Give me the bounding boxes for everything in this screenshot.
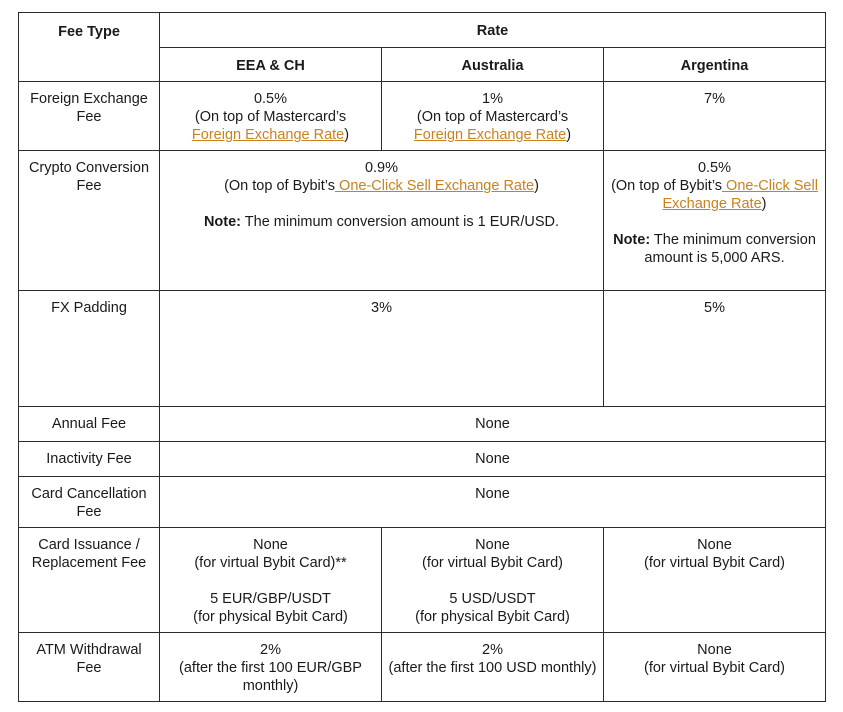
fx-fee-eea-suffix: ) bbox=[344, 127, 350, 143]
header-region-australia: Australia bbox=[382, 48, 604, 82]
card-issuance-arg-line2: (for virtual Bybit Card) bbox=[643, 555, 785, 571]
header-rate: Rate bbox=[160, 13, 826, 48]
cell-atm-withdrawal-argentina bbox=[604, 633, 826, 702]
atm-withdrawal-arg-line2: (for virtual Bybit Card) bbox=[643, 660, 785, 676]
cell-fx-padding-argentina: 5% bbox=[604, 291, 826, 407]
bybit-one-click-sell-rate-link-arg[interactable]: One-Click Sell Exchange Rate bbox=[662, 178, 818, 212]
fx-fee-eea-value: 0.5% bbox=[253, 91, 288, 107]
header-fee-type: Fee Type bbox=[19, 13, 160, 82]
crypto-fee-eea-aus-note-label: Note: bbox=[203, 214, 241, 230]
fx-fee-aus-value: 1% bbox=[482, 91, 503, 107]
cell-fx-fee-eea bbox=[160, 82, 382, 151]
table-row-fx-padding bbox=[19, 291, 826, 407]
cell-atm-withdrawal-eea bbox=[160, 633, 382, 702]
cell-crypto-fee-argentina bbox=[604, 151, 826, 291]
fx-fee-arg-value: 7% bbox=[704, 91, 725, 107]
mastercard-fx-rate-link-aus[interactable]: Foreign Exchange Rate bbox=[413, 127, 567, 143]
header-region-eea: EEA & CH bbox=[160, 48, 382, 82]
cell-fx-padding-eea-aus: 3% bbox=[160, 291, 604, 407]
row-label-card-cancellation: Card Cancellation Fee bbox=[19, 477, 160, 528]
fx-fee-eea-prefix: (On top of Mastercard’s bbox=[194, 109, 347, 125]
cell-card-issuance-eea bbox=[160, 528, 382, 633]
card-issuance-aus-line2: (for virtual Bybit Card) bbox=[421, 555, 563, 571]
table-row-card-issuance bbox=[19, 528, 826, 633]
crypto-fee-eea-aus-note-text: The minimum conversion amount is 1 EUR/USD. bbox=[241, 214, 560, 230]
crypto-fee-eea-aus-prefix: (On top of Bybit’s bbox=[224, 178, 336, 194]
atm-withdrawal-eea-line2: (after the first 100 EUR/GBP monthly) bbox=[179, 660, 362, 694]
row-label-atm-withdrawal: ATM Withdrawal Fee bbox=[19, 633, 160, 702]
crypto-fee-arg-value: 0.5% bbox=[697, 160, 732, 176]
card-issuance-aus-line1: None bbox=[475, 537, 510, 553]
cell-fx-fee-argentina bbox=[604, 82, 826, 151]
bybit-one-click-sell-rate-link[interactable]: One-Click Sell Exchange Rate bbox=[335, 178, 535, 194]
card-issuance-aus-line3: 5 USD/USDT bbox=[449, 591, 536, 607]
table-row-fx-fee bbox=[19, 82, 826, 151]
cell-card-cancellation-all: None bbox=[160, 477, 826, 528]
row-label-fx-padding: FX Padding bbox=[19, 291, 160, 407]
fx-fee-aus-prefix: (On top of Mastercard’s bbox=[416, 109, 569, 125]
table-row-crypto-fee bbox=[19, 151, 826, 291]
row-label-inactivity-fee: Inactivity Fee bbox=[19, 442, 160, 477]
crypto-fee-eea-aus-value: 0.9% bbox=[364, 160, 399, 176]
cell-crypto-fee-eea-aus bbox=[160, 151, 604, 291]
row-label-card-issuance: Card Issuance / Replacement Fee bbox=[19, 528, 160, 633]
card-issuance-eea-line1: None bbox=[253, 537, 288, 553]
row-label-fx-fee: Foreign Exchange Fee bbox=[19, 82, 160, 151]
atm-withdrawal-arg-line1: None bbox=[697, 642, 732, 658]
mastercard-fx-rate-link-eea[interactable]: Foreign Exchange Rate bbox=[191, 127, 345, 143]
atm-withdrawal-eea-line1: 2% bbox=[260, 642, 281, 658]
crypto-fee-eea-aus-suffix: ) bbox=[534, 178, 539, 194]
cell-card-issuance-argentina bbox=[604, 528, 826, 633]
fx-fee-aus-suffix: ) bbox=[566, 127, 572, 143]
row-label-annual-fee: Annual Fee bbox=[19, 407, 160, 442]
cell-card-issuance-australia bbox=[382, 528, 604, 633]
cell-inactivity-fee-all: None bbox=[160, 442, 826, 477]
atm-withdrawal-aus-line2: (after the first 100 USD monthly) bbox=[388, 660, 597, 676]
table-row-inactivity-fee bbox=[19, 442, 826, 477]
card-issuance-eea-line3: 5 EUR/GBP/USDT bbox=[210, 591, 331, 607]
cell-annual-fee-all: None bbox=[160, 407, 826, 442]
row-label-crypto-fee: Crypto Conversion Fee bbox=[19, 151, 160, 291]
fee-table-container bbox=[18, 12, 826, 702]
crypto-fee-arg-prefix: (On top of Bybit’s bbox=[611, 178, 723, 194]
header-row bbox=[19, 13, 826, 48]
cell-atm-withdrawal-australia bbox=[382, 633, 604, 702]
header-region-argentina: Argentina bbox=[604, 48, 826, 82]
card-issuance-eea-line2: (for virtual Bybit Card)** bbox=[194, 555, 347, 571]
atm-withdrawal-aus-line1: 2% bbox=[482, 642, 503, 658]
fee-table bbox=[18, 12, 826, 702]
cell-fx-fee-australia bbox=[382, 82, 604, 151]
crypto-fee-arg-suffix: ) bbox=[761, 196, 767, 212]
crypto-fee-arg-note-label: Note: bbox=[613, 232, 651, 248]
crypto-fee-arg-note-text: The minimum conversion amount is 5,000 ARS. bbox=[644, 232, 816, 266]
card-issuance-arg-line1: None bbox=[697, 537, 732, 553]
table-row-annual-fee bbox=[19, 407, 826, 442]
table-row-card-cancellation bbox=[19, 477, 826, 528]
card-issuance-aus-line4: (for physical Bybit Card) bbox=[415, 609, 570, 625]
card-issuance-eea-line4: (for physical Bybit Card) bbox=[193, 609, 348, 625]
table-row-atm-withdrawal bbox=[19, 633, 826, 702]
